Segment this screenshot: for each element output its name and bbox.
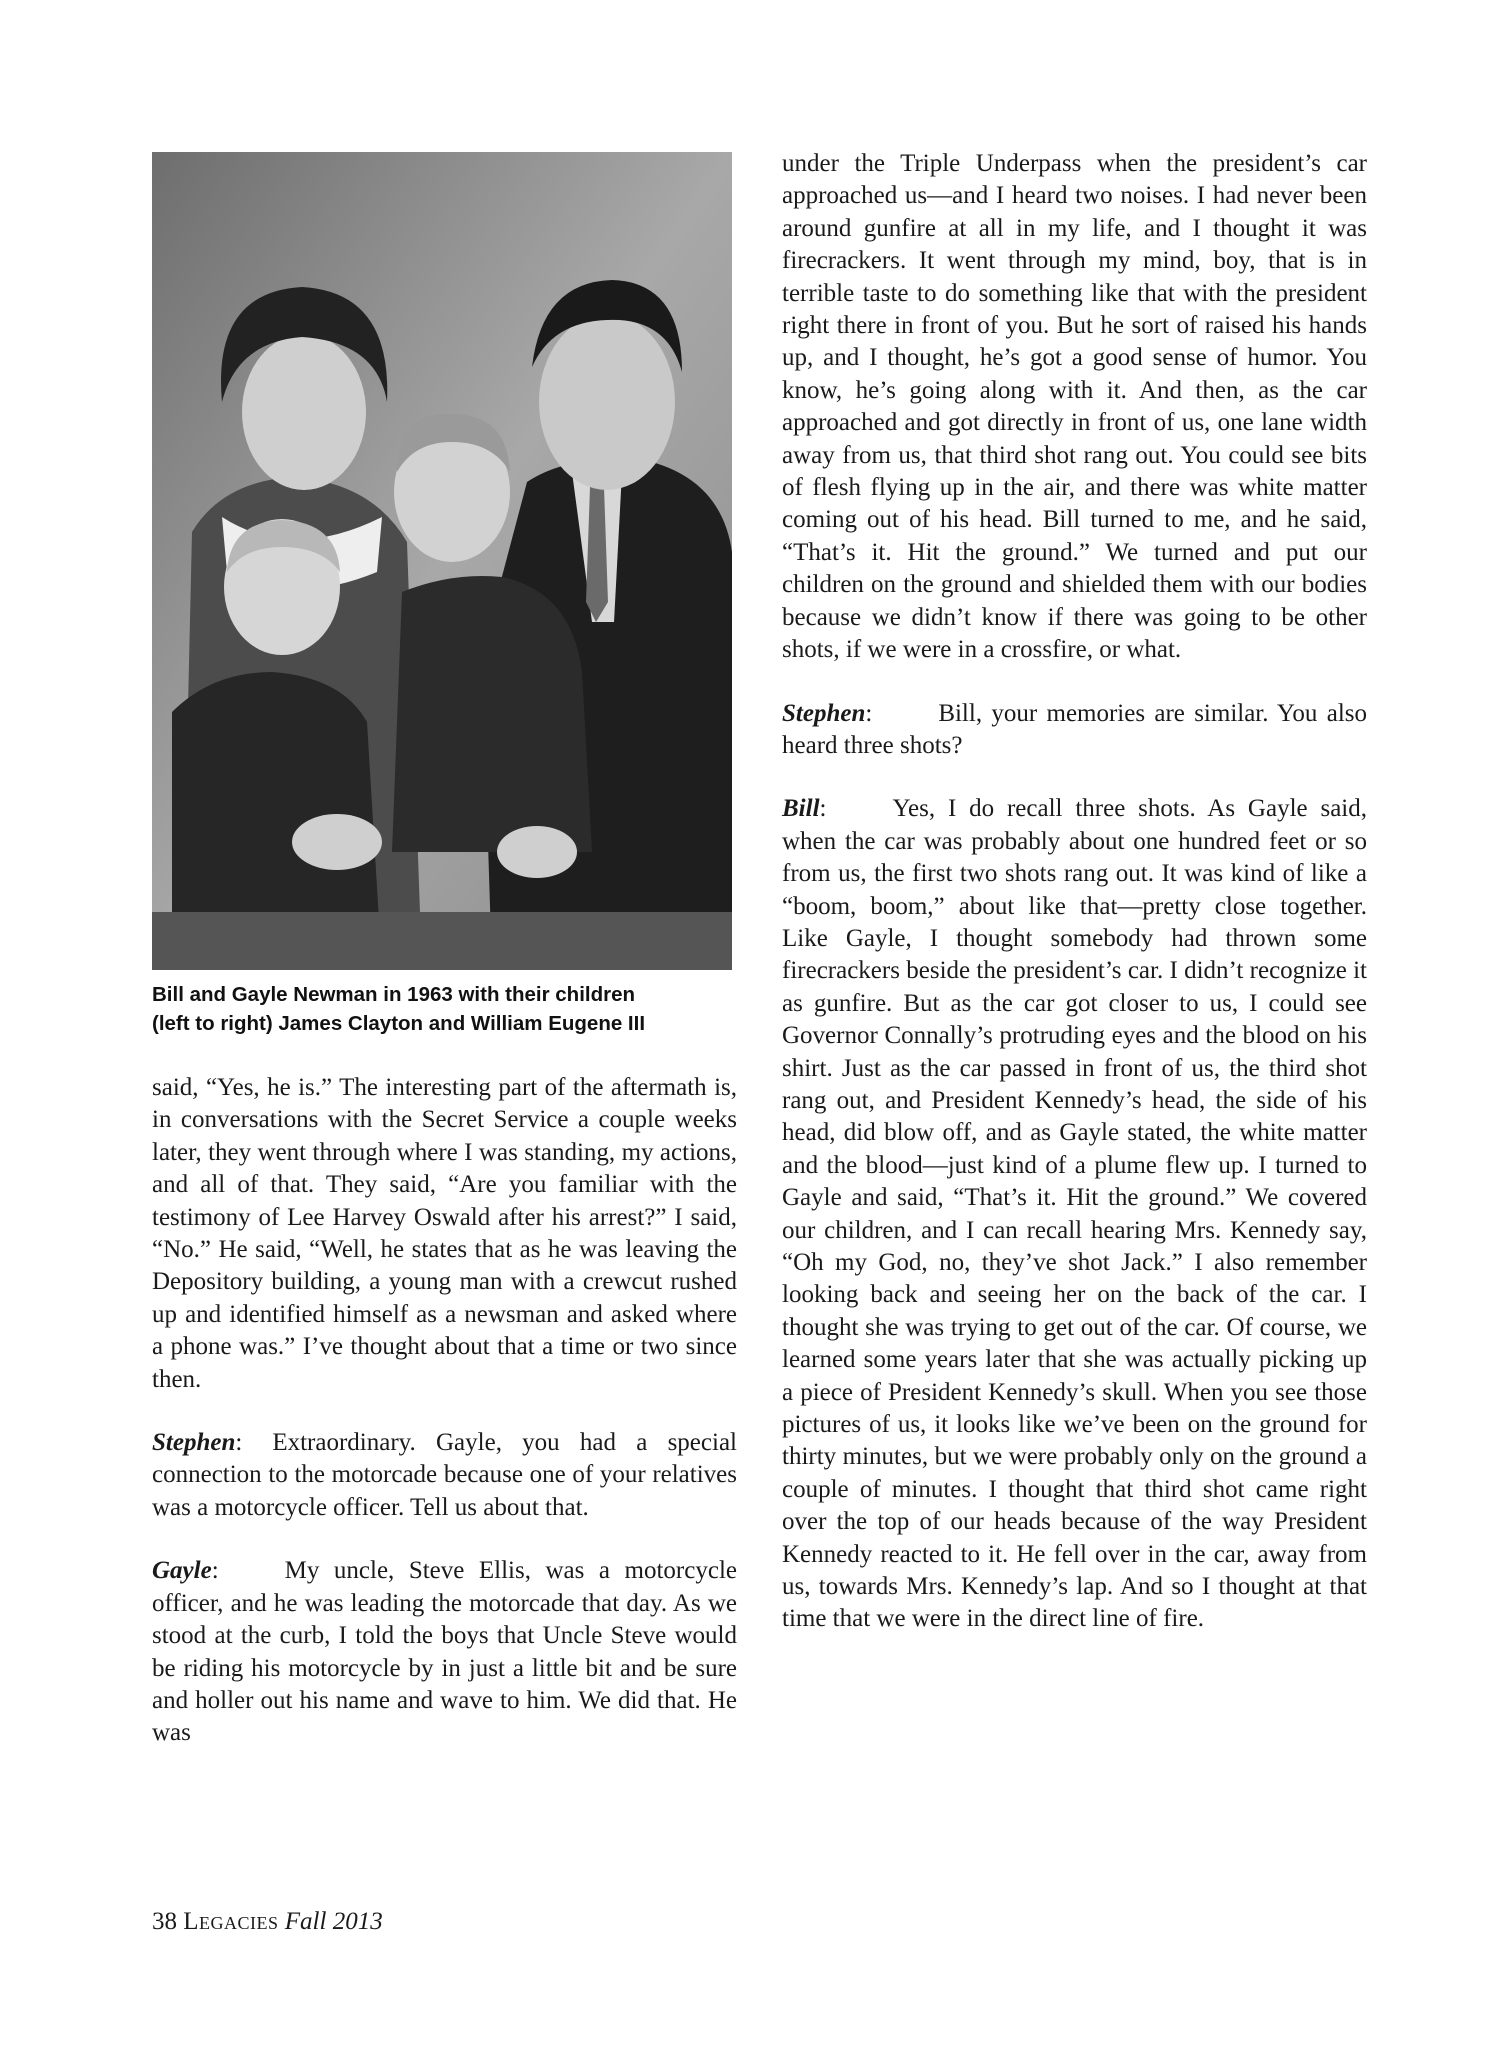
magazine-name: Legacies	[183, 1908, 279, 1935]
issue-date: Fall 2013	[284, 1908, 383, 1935]
interview-paragraph: Bill: Yes, I do recall three shots. As Gayle said, when the car was probably about one hundred feet or so from us, the first two shots rang out. It was kind of like a “boom, boom,” about like that—pretty close together. Like Gayle, I thought somebody had thrown some firecrackers beside the president’s car. I didn’t recognize it as gunfire. But as the car got closer to us, I could see Governor Connally’s protruding eyes and the blood on his shirt. Just as the car passed in front of us, the third shot rang out, and President Kennedy’s head, the side of his head, did blow off, and as Gayle stated, the white matter and the blood—just kind of a plume flew up. I turned to Gayle and said, “That’s it. Hit the ground.” We covered our children, and I can recall hearing Mrs. Kennedy say, “Oh my God, no, they’ve shot Jack.” I also remember looking back and seeing her on the back of the car. I thought she was trying to get out of the car. Of course, we learned some years later that she was actually picking up a piece of President Kennedy’s skull. When you see those pictures of us, it looks like we’ve been on the ground for thirty minutes, but we were probably only on the ground a couple of minutes. I thought that third shot came right over the top of our heads because of the way President Kennedy reacted to it. He fell over in the car, away from us, towards Mrs. Kennedy’s lap. And so I thought at that time that we were in the direct line of fire.	[782, 795, 1367, 1633]
page-footer	[152, 1908, 383, 1936]
interview-text: Extraordinary. Gayle, you had a special connection to the motorcade because one of your relatives was a motorcycle officer. Tell us about that.	[152, 1429, 737, 1521]
interview-paragraph: Stephen: Bill, your memories are similar. You also heard three shots?	[782, 699, 1367, 759]
speaker-name: Stephen	[152, 1429, 236, 1457]
caption-line: Bill and Gayle Newman in 1963 with their children	[152, 983, 636, 1006]
photo-caption	[152, 980, 742, 1038]
interview-paragraph: Stephen: Extraordinary. Gayle, you had a special connection to the motorcade because one of your relatives was a motorcycle officer. Tell us about that.	[152, 1429, 737, 1521]
paragraph: said, “Yes, he is.” The interesting part of the aftermath is, in conversations with the Secret Service a couple weeks later, they went through where I was standing, my actions, and all of that. They said, “Are you familiar with the testimony of Lee Harvey Oswald after his arrest?” I said, “No.” He said, “Well, he states that as he was leaving the Depository building, a young man with a crewcut rushed up and identified himself as a newsman and asked where a phone was.” I’ve thought about that a time or two since then.	[152, 1074, 737, 1393]
interview-text: Yes, I do recall three shots. As Gayle said, when the car was probably about one hundred feet or so from us, the first two shots rang out. It was kind of like a “boom, boom,” about like that—pretty close together. Like Gayle, I thought somebody had thrown some firecrackers beside the president’s car. I didn’t recognize it as gunfire. But as the car got closer to us, I could see Governor Connally’s protruding eyes and the blood on his shirt. Just as the car passed in front of us, the third shot rang out, and President Kennedy’s head, the side of his head, did blow off, and as Gayle stated, the white matter and the blood—just kind of a plume flew up. I turned to Gayle and said, “That’s it. Hit the ground.” We covered our children, and I can recall hearing Mrs. Kennedy say, “Oh my God, no, they’ve shot Jack.” I also remember looking back and seeing her on the back of the car. I thought she was trying to get out of the car. Of course, we learned some years later that she was actually picking up a piece of President Kennedy’s skull. When you see those pictures of us, it looks like we’ve been on the ground for thirty minutes, but we were probably only on the ground a couple of minutes. I thought that third shot came right over the top of our heads because of the way President Kennedy reacted to it. He fell over in the car, away from us, towards Mrs. Kennedy’s lap. And so I thought at that time that we were in the direct line of fire.	[782, 795, 1367, 1633]
paragraph: under the Triple Underpass when the president’s car approached us—and I heard two noises. I had never been around gunfire at all in my life, and I thought it was firecrackers. It went through my mind, boy, that is in terrible taste to do something like that with the president right there in front of you. But he sort of raised his hands up, and I thought, he’s got a good sense of humor. You know, he’s going along with it. And then, as the car approached and got directly in front of us, one lane width away from us, that third shot rang out. You could see bits of flesh flying up in the air, and there was white matter coming out of his head. Bill turned to me, and he said, “That’s it. Hit the ground.” We turned and put our children on the ground and shielded them with our bodies because we didn’t know if there was going to be other shots, if we were in a crossfire, or what.	[782, 150, 1367, 664]
family-photo	[152, 152, 732, 970]
page-number: 38	[152, 1908, 177, 1935]
right-text-column	[782, 148, 1367, 1636]
caption-line: (left to right) James Clayton and William Eugene III	[152, 1012, 646, 1035]
interview-text: My uncle, Steve Ellis, was a motorcycle officer, and he was leading the motorcade that day. As we stood at the curb, I told the boys that Uncle Steve would be riding his motorcycle by in just a little bit and be sure and holler out his name and wave to him. We did that. He was	[152, 1557, 737, 1747]
speaker-name: Stephen	[782, 699, 866, 727]
left-text-column	[152, 1072, 737, 1750]
interview-text: Bill, your memories are similar. You also heard three shots?	[782, 699, 1367, 759]
interview-paragraph: Gayle: My uncle, Steve Ellis, was a motorcycle officer, and he was leading the motorcade that day. As we stood at the curb, I told the boys that Uncle Steve would be riding his motorcycle by in just a little bit and be sure and holler out his name and wave to him. We did that. He was	[152, 1557, 737, 1747]
speaker-name: Bill	[782, 795, 820, 823]
speaker-name: Gayle	[152, 1557, 212, 1585]
family-photo-image	[152, 152, 732, 970]
